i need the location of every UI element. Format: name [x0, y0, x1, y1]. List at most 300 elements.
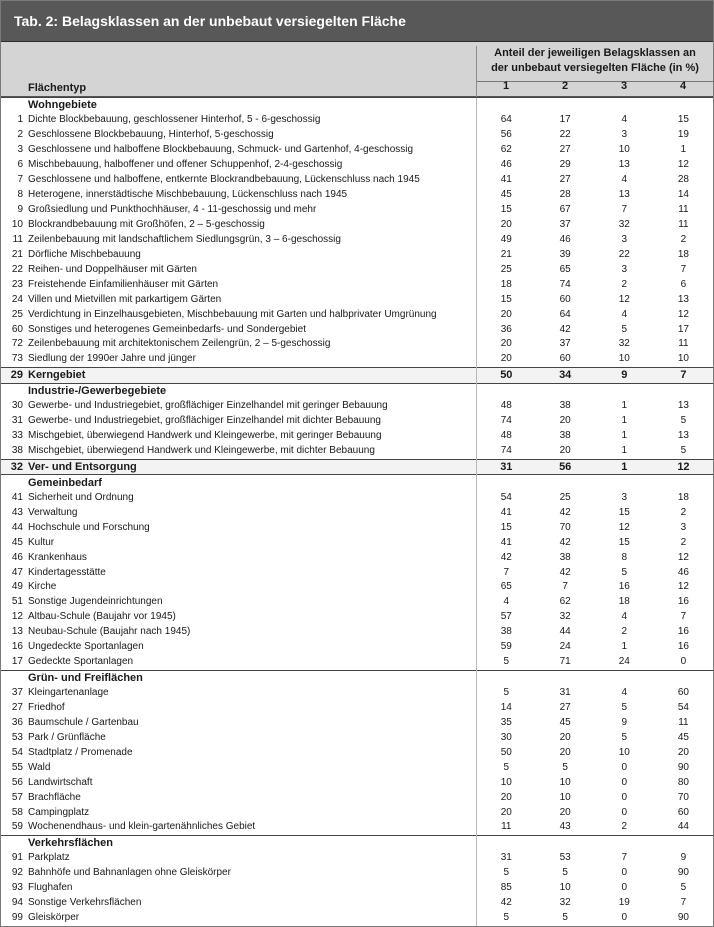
row-label: Campingplatz: [28, 806, 90, 818]
value-col-4: 11: [678, 716, 689, 728]
value-col-3: 12: [618, 293, 630, 305]
value-col-1: 74: [477, 444, 536, 459]
value-col-4: 12: [677, 551, 689, 563]
row-label: Wald: [28, 761, 51, 773]
table-row: [1, 143, 713, 158]
value-col-4: 28: [677, 174, 689, 186]
table-row: [1, 247, 713, 262]
value-col-4: 11: [678, 218, 689, 230]
row-label: Baumschule / Gartenbau: [28, 716, 139, 728]
section-row: [1, 383, 713, 398]
value-col-3: 32: [618, 338, 630, 350]
value-col-3: 4: [621, 174, 628, 186]
value-col-3: 13: [618, 159, 630, 171]
section-value-area: [477, 98, 714, 113]
row-label: Sonstige Verkehrsflächen: [28, 897, 142, 909]
table-row: [1, 292, 713, 307]
table-row: [1, 203, 713, 218]
value-col-2: 27: [559, 144, 571, 156]
value-col-2: 25: [559, 491, 571, 503]
row-label: Reihen- und Doppelhäuser mit Gärten: [28, 263, 197, 275]
row-number: 53: [11, 731, 23, 743]
value-col-1: 65: [477, 580, 536, 595]
value-col-4: 46: [677, 566, 689, 578]
value-col-4: 2: [680, 536, 687, 548]
row-number: 29: [1, 367, 28, 383]
row-label: Gewerbe- und Industriegebiet, großflächiger Einzelhandel mit dichter Bebauung: [28, 415, 381, 427]
value-col-1: 41: [477, 505, 536, 520]
table-row: [1, 790, 713, 805]
row-number: 6: [17, 159, 23, 171]
value-col-3: 13: [618, 189, 630, 201]
table-row: [1, 307, 713, 322]
value-col-2: 60: [559, 353, 571, 365]
value-col-1: 5: [477, 760, 536, 775]
row-label: Villen und Mietvillen mit parkartigem Gärten: [28, 293, 222, 305]
value-col-1: 21: [477, 247, 536, 262]
table-row: [1, 610, 713, 625]
value-col-2: 20: [559, 445, 571, 457]
row-number: 58: [11, 806, 23, 818]
row-label: Siedlung der 1990er Jahre und jünger: [28, 353, 196, 365]
row-number: 73: [11, 353, 23, 365]
value-col-3: 1: [621, 430, 628, 442]
value-col-2: 20: [559, 806, 571, 818]
value-col-1: 42: [477, 550, 536, 565]
value-col-4: 80: [677, 776, 689, 788]
value-col-3: 10: [618, 353, 630, 365]
row-number: 49: [11, 581, 23, 593]
value-col-1: 50: [477, 367, 536, 383]
value-col-3: 9: [621, 716, 628, 728]
value-col-1: 7: [477, 565, 536, 580]
table-row: [1, 730, 713, 745]
value-col-2: 28: [559, 189, 571, 201]
value-col-2: 74: [559, 278, 571, 290]
row-label: Zeilenbebauung mit landschaftlichem Siedlungsgrün, 3 – 6-geschossig: [28, 233, 341, 245]
table-row: [1, 262, 713, 277]
value-col-3: 2: [621, 626, 628, 638]
value-col-2: 24: [559, 641, 571, 653]
value-col-1: 48: [477, 399, 536, 414]
row-label: Ungedeckte Sportanlagen: [28, 641, 144, 653]
value-col-2: 31: [559, 687, 571, 699]
value-col-1: 5: [477, 866, 536, 881]
value-col-3: 1: [621, 400, 628, 412]
data-table: [1, 97, 713, 926]
value-col-1: 35: [477, 715, 536, 730]
value-col-4: 70: [677, 791, 689, 803]
row-label: Bahnhöfe und Bahnanlagen ohne Gleiskörper: [28, 867, 231, 879]
value-col-1: 5: [477, 686, 536, 701]
row-number: 11: [12, 233, 23, 245]
value-col-2: 20: [559, 731, 571, 743]
table-title: Tab. 2: Belagsklassen an der unbebaut versiegelten Fläche: [1, 1, 713, 41]
row-number: 30: [11, 400, 23, 412]
row-number: 1: [17, 114, 23, 126]
value-col-4: 18: [677, 491, 689, 503]
value-col-4: 5: [680, 445, 687, 457]
value-col-2: 62: [559, 596, 571, 608]
value-col-3: 5: [621, 731, 628, 743]
table-row: [1, 444, 713, 459]
value-col-3: 0: [621, 791, 628, 803]
value-col-4: 12: [677, 581, 689, 593]
table-row: [1, 352, 713, 367]
row-label: Heterogene, innerstädtische Mischbebauung, Lückenschluss nach 1945: [28, 189, 348, 201]
value-col-3: 5: [621, 323, 628, 335]
row-number: 21: [11, 248, 23, 260]
row-number: 13: [11, 626, 23, 638]
value-col-4: 0: [680, 656, 687, 668]
row-number: 54: [11, 746, 23, 758]
row-number: 17: [11, 656, 23, 668]
value-col-3: 1: [621, 445, 628, 457]
value-col-2: 10: [559, 882, 571, 894]
table-row: [1, 896, 713, 911]
value-col-4: 90: [677, 912, 689, 924]
value-col-2: 42: [559, 566, 571, 578]
value-col-2: 37: [559, 338, 571, 350]
value-col-4: 3: [680, 521, 687, 533]
value-col-1: 15: [477, 292, 536, 307]
table-row: [1, 128, 713, 143]
row-label: Gleiskörper: [28, 912, 80, 924]
value-col-2: 45: [559, 716, 571, 728]
value-col-1: 30: [477, 730, 536, 745]
table-row: [1, 775, 713, 790]
value-col-1: 20: [477, 337, 536, 352]
row-label: Kerngebiet: [28, 367, 477, 383]
value-col-3: 3: [621, 263, 628, 275]
value-col-1: 46: [477, 158, 536, 173]
row-label: Neubau-Schule (Baujahr nach 1945): [28, 626, 191, 638]
row-label: Geschlossene und halboffene Blockbebauung, Schmuck- und Gartenhof, 4-geschossig: [28, 144, 414, 156]
table-row: [1, 625, 713, 640]
row-label: Geschlossene und halboffene, entkernte Blockrandbebauung, Lückenschluss nach 1945: [28, 174, 420, 186]
section-value-area: [477, 383, 714, 398]
table-row: [1, 535, 713, 550]
row-number: 36: [11, 716, 23, 728]
row-number: 60: [11, 323, 23, 335]
value-col-1: 31: [477, 851, 536, 866]
value-col-4: 14: [677, 189, 689, 201]
value-col-3: 1: [621, 415, 628, 427]
column-header-flaechentyp: Flächentyp: [28, 82, 87, 94]
section-spacer: [1, 670, 28, 685]
row-label: Flughafen: [28, 882, 73, 894]
value-col-1: 45: [477, 188, 536, 203]
value-col-1: 36: [477, 322, 536, 337]
row-number: 9: [17, 204, 23, 216]
value-col-1: 48: [477, 429, 536, 444]
value-col-4: 12: [677, 159, 689, 171]
value-col-3: 2: [621, 821, 628, 833]
row-number: 55: [11, 761, 23, 773]
row-label: Landwirtschaft: [28, 776, 93, 788]
value-col-3: 0: [621, 761, 628, 773]
row-number: 72: [11, 338, 23, 350]
table-row: [1, 399, 713, 414]
value-col-1: 20: [477, 805, 536, 820]
table-row: [1, 595, 713, 610]
value-col-1: 31: [477, 459, 536, 475]
value-col-1: 64: [477, 113, 536, 128]
value-col-2: 39: [559, 248, 571, 260]
value-col-1: 5: [477, 655, 536, 670]
value-col-1: 18: [477, 277, 536, 292]
row-number: 56: [11, 776, 23, 788]
section-row: [1, 475, 713, 490]
value-col-2: 22: [559, 129, 571, 141]
value-col-2: 42: [559, 536, 571, 548]
value-col-3: 0: [621, 882, 628, 894]
row-label: Zeilenbebauung mit architektonischem Zeilengrün, 2 – 5-geschossig: [28, 338, 331, 350]
table-row: [1, 322, 713, 337]
table-row: [1, 232, 713, 247]
table-row: [1, 715, 713, 730]
row-number: 27: [11, 701, 23, 713]
value-col-3: 9: [595, 367, 654, 383]
value-col-4: 2: [680, 233, 687, 245]
value-col-4: 2: [680, 506, 687, 518]
value-col-3: 8: [621, 551, 628, 563]
row-label: Sonstige Jugendeinrichtungen: [28, 596, 163, 608]
value-col-4: 6: [680, 278, 687, 290]
row-label: Dörfliche Mischbebauung: [28, 248, 141, 260]
row-number: 51: [11, 596, 23, 608]
value-col-3: 4: [621, 611, 628, 623]
table-row: [1, 580, 713, 595]
row-number: 22: [11, 263, 23, 275]
row-number: 57: [11, 791, 23, 803]
value-col-3: 0: [621, 912, 628, 924]
section-spacer: [1, 475, 28, 490]
column-header-4: 4: [679, 80, 687, 92]
value-col-2: 34: [536, 367, 595, 383]
table-row: [1, 760, 713, 775]
value-col-4: 16: [677, 641, 689, 653]
section-row: [1, 98, 713, 113]
value-col-4: 1: [680, 144, 687, 156]
value-col-3: 19: [618, 897, 630, 909]
value-col-3: 22: [618, 248, 630, 260]
value-col-1: 54: [477, 490, 536, 505]
value-col-3: 0: [621, 806, 628, 818]
table-row: [1, 277, 713, 292]
value-col-1: 57: [477, 610, 536, 625]
row-number: 24: [11, 293, 23, 305]
value-col-1: 5: [477, 911, 536, 926]
table-header: [1, 41, 713, 97]
table-row: [1, 911, 713, 926]
value-col-4: 11: [678, 338, 689, 350]
value-col-3: 10: [618, 144, 630, 156]
value-col-1: 49: [477, 232, 536, 247]
table-row: [1, 655, 713, 670]
table-row: [1, 158, 713, 173]
column-header-1: 1: [502, 80, 510, 92]
column-header-3: 3: [620, 80, 628, 92]
value-col-1: 50: [477, 745, 536, 760]
row-label: Freistehende Einfamilienhäuser mit Gärten: [28, 278, 219, 290]
value-col-4: 13: [677, 293, 689, 305]
row-label: Sonstiges und heterogenes Gemeinbedarfs- und Sondergebiet: [28, 323, 306, 335]
row-number: 12: [11, 611, 23, 623]
table-row: [1, 881, 713, 896]
row-label: Ver- und Entsorgung: [28, 459, 477, 475]
value-col-2: 64: [559, 308, 571, 320]
value-col-2: 10: [559, 776, 571, 788]
value-col-2: 65: [559, 263, 571, 275]
value-col-3: 10: [618, 746, 630, 758]
value-col-2: 43: [559, 821, 571, 833]
table-row: [1, 851, 713, 866]
table-row: [1, 459, 713, 475]
row-label: Brachfläche: [28, 791, 81, 803]
row-number: 10: [11, 218, 23, 230]
value-col-3: 15: [618, 536, 630, 548]
row-label: Blockrandbebauung mit Großhöfen, 2 – 5-geschossig: [28, 218, 265, 230]
value-col-3: 12: [618, 521, 630, 533]
value-col-3: 4: [621, 114, 628, 126]
table-row: [1, 520, 713, 535]
value-col-2: 71: [559, 656, 571, 668]
value-col-4: 90: [677, 761, 689, 773]
value-col-4: 60: [677, 806, 689, 818]
section-title: Wohngebiete: [28, 98, 477, 113]
value-col-3: 5: [621, 566, 628, 578]
value-col-1: 20: [477, 352, 536, 367]
section-value-area: [477, 670, 714, 685]
table-row: [1, 414, 713, 429]
value-col-2: 42: [559, 506, 571, 518]
value-col-3: 24: [618, 656, 630, 668]
table-body: [1, 98, 713, 926]
value-col-1: 20: [477, 218, 536, 233]
value-col-2: 29: [559, 159, 571, 171]
row-number: 91: [11, 852, 23, 864]
row-number: 93: [11, 882, 23, 894]
value-col-3: 1: [621, 641, 628, 653]
value-col-4: 90: [677, 867, 689, 879]
value-col-1: 41: [477, 173, 536, 188]
row-number: 44: [11, 521, 23, 533]
value-col-3: 16: [618, 581, 630, 593]
row-number: 3: [17, 144, 23, 156]
value-col-4: 17: [677, 323, 689, 335]
value-col-2: 56: [536, 459, 595, 475]
row-label: Parkplatz: [28, 852, 70, 864]
value-col-2: 32: [559, 611, 571, 623]
table-row: [1, 113, 713, 128]
row-number: 25: [11, 308, 23, 320]
value-col-3: 0: [621, 867, 628, 879]
value-col-4: 18: [677, 248, 689, 260]
value-col-4: 16: [677, 626, 689, 638]
section-value-area: [477, 475, 714, 490]
row-label: Kultur: [28, 536, 55, 548]
table-row: [1, 745, 713, 760]
table-row: [1, 805, 713, 820]
value-col-2: 44: [559, 626, 571, 638]
value-col-1: 25: [477, 262, 536, 277]
value-col-1: 85: [477, 881, 536, 896]
value-col-3: 2: [621, 278, 628, 290]
value-col-4: 60: [677, 687, 689, 699]
row-label: Sicherheit und Ordnung: [28, 491, 134, 503]
row-label: Mischgebiet, überwiegend Handwerk und Kleingewerbe, mit dichter Bebauung: [28, 445, 375, 457]
section-title: Gemeinbedarf: [28, 475, 477, 490]
row-label: Hochschule und Forschung: [28, 521, 150, 533]
row-label: Großsiedlung und Punkthochhäuser, 4 - 11-geschossig und mehr: [28, 204, 317, 216]
table-row: [1, 218, 713, 233]
value-col-1: 62: [477, 143, 536, 158]
value-col-3: 4: [621, 687, 628, 699]
value-col-3: 32: [618, 218, 630, 230]
table-row: [1, 173, 713, 188]
table-row: [1, 701, 713, 716]
row-number: 59: [11, 821, 23, 833]
section-spacer: [1, 98, 28, 113]
row-number: 46: [11, 551, 23, 563]
row-number: 33: [11, 430, 23, 442]
value-col-1: 20: [477, 307, 536, 322]
row-number: 45: [11, 536, 23, 548]
value-col-2: 32: [559, 897, 571, 909]
value-col-1: 15: [477, 520, 536, 535]
row-label: Verwaltung: [28, 506, 78, 518]
row-label: Gewerbe- und Industriegebiet, großflächiger Einzelhandel mit geringer Bebauung: [28, 400, 388, 412]
row-number: 8: [17, 189, 23, 201]
value-col-4: 16: [677, 596, 689, 608]
value-col-1: 56: [477, 128, 536, 143]
anteil-line-1: Anteil der jeweiligen Belagsklassen an: [494, 47, 696, 59]
value-col-4: 13: [677, 430, 689, 442]
value-col-3: 3: [621, 233, 628, 245]
value-col-1: 41: [477, 535, 536, 550]
value-col-1: 4: [477, 595, 536, 610]
value-col-3: 15: [618, 506, 630, 518]
value-col-2: 10: [559, 791, 571, 803]
value-col-2: 27: [559, 701, 571, 713]
table-row: [1, 565, 713, 580]
row-label: Kindertagesstätte: [28, 566, 106, 578]
value-col-4: 12: [677, 308, 689, 320]
value-col-2: 38: [559, 551, 571, 563]
value-col-2: 17: [559, 114, 571, 126]
value-col-1: 38: [477, 625, 536, 640]
value-col-3: 18: [618, 596, 630, 608]
value-col-4: 15: [677, 114, 689, 126]
table-row: [1, 429, 713, 444]
value-col-4: 11: [678, 204, 689, 216]
value-col-4: 13: [677, 400, 689, 412]
value-col-4: 12: [654, 459, 713, 475]
value-col-2: 5: [562, 912, 568, 924]
column-numbers: [476, 80, 713, 96]
value-col-3: 4: [621, 308, 628, 320]
row-number: 32: [1, 459, 28, 475]
value-col-1: 42: [477, 896, 536, 911]
value-col-2: 38: [559, 400, 571, 412]
value-col-4: 5: [680, 415, 687, 427]
table-row: [1, 188, 713, 203]
table-row: [1, 686, 713, 701]
row-label: Dichte Blockbebauung, geschlossener Hinterhof, 5 - 6-geschossig: [28, 114, 321, 126]
value-col-2: 38: [559, 430, 571, 442]
value-col-1: 59: [477, 640, 536, 655]
